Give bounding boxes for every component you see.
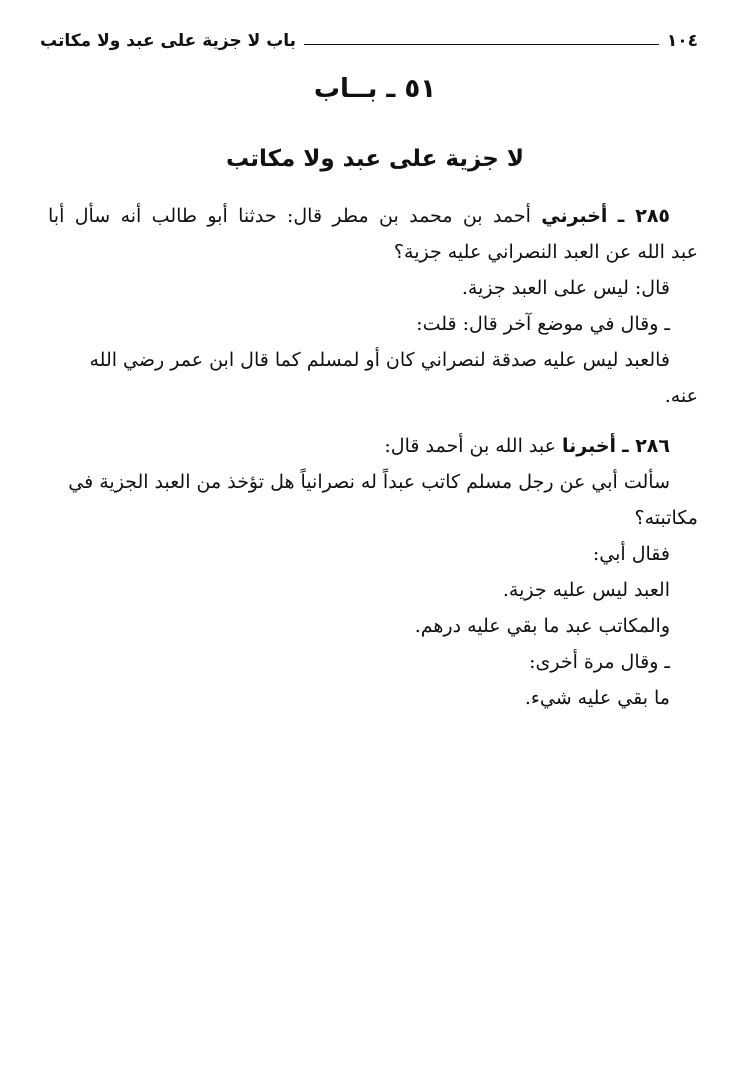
hadith-286-line-8: ما بقي عليه شيء. [524, 687, 670, 709]
hadith-285-line-3: قال: ليس على العبد جزية. [461, 277, 670, 299]
body-text [48, 198, 698, 716]
hadith-286-line-7: ـ وقال مرة أخرى: [529, 651, 670, 673]
hadith-285-line-1 [48, 198, 698, 234]
hadith-285-lead: أخبرني [541, 205, 608, 227]
hadith-286-line-6: والمكاتب عبد ما بقي عليه درهم. [414, 615, 670, 637]
running-header [40, 28, 698, 54]
hadith-286-line-2: سألت أبي عن رجل مسلم كاتب عبداً له نصرانياً هل تؤخذ من العبد الجزية في [68, 471, 670, 493]
hadith-286-number: ٢٨٦ ـ [622, 435, 670, 457]
header-rule [304, 44, 659, 45]
hadith-286-line-3: مكاتبته؟ [634, 507, 698, 529]
hadith-285-number: ٢٨٥ ـ [617, 205, 671, 227]
hadith-286-lead: أخبرنا [561, 435, 617, 457]
chapter-title: لا جزية على عبد ولا مكاتب [225, 146, 525, 172]
hadith-286-line-1 [48, 428, 698, 464]
paragraph-gap [48, 414, 698, 428]
chapter-number-heading: ٥١ ـ بــاب [313, 74, 437, 104]
running-header-title: باب لا جزية على عبد ولا مكاتب [40, 31, 297, 51]
hadith-285-line-5: فالعبد ليس عليه صدقة لنصراني كان أو لمسلم كما قال ابن عمر رضي الله [89, 349, 670, 371]
page-number: ١٠٤ [666, 31, 698, 51]
hadith-285-line-1-text: أحمد بن محمد بن مطر قال: حدثنا أبو طالب أنه سأل أبا [48, 205, 531, 227]
hadith-285-line-6: عنه. [664, 385, 698, 407]
hadith-286-line-5: العبد ليس عليه جزية. [502, 579, 670, 601]
hadith-285-line-4: ـ وقال في موضع آخر قال: قلت: [416, 313, 670, 335]
hadith-285-line-2: عبد الله عن العبد النصراني عليه جزية؟ [393, 241, 698, 263]
hadith-286-line-4: فقال أبي: [592, 543, 670, 565]
hadith-286-line-1-text: عبد الله بن أحمد قال: [384, 435, 556, 457]
